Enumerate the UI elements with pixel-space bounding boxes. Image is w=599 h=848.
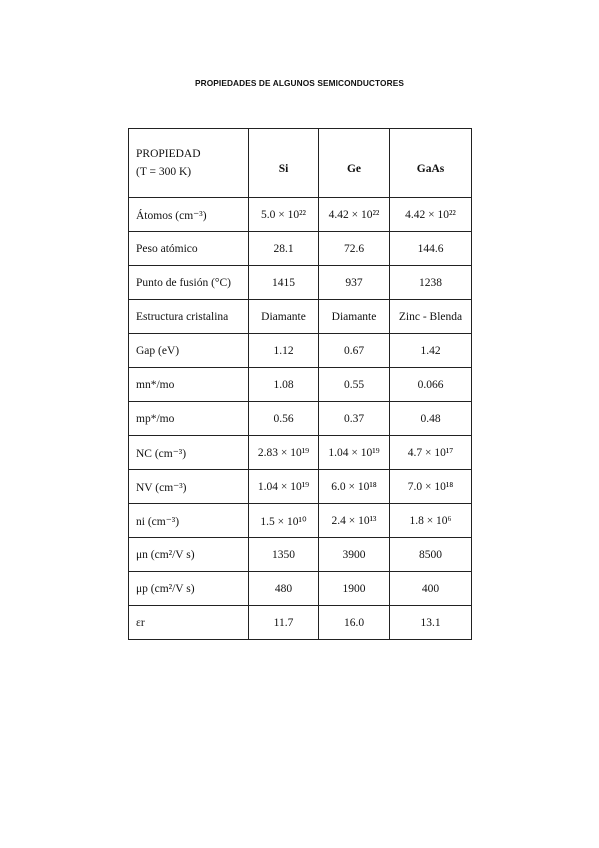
value-gaas: 1.8 × 10⁶	[390, 504, 472, 538]
value-si: 480	[249, 572, 319, 606]
value-gaas: 0.066	[390, 368, 472, 402]
property-label: Peso atómico	[129, 232, 249, 266]
table-row	[129, 606, 472, 640]
header-property-label: PROPIEDAD	[136, 148, 201, 160]
value-si: Diamante	[249, 300, 319, 334]
value-ge: 937	[319, 266, 390, 300]
property-label: Punto de fusión (°C)	[129, 266, 249, 300]
property-label: Átomos (cm⁻³)	[129, 198, 249, 232]
value-gaas: 0.48	[390, 402, 472, 436]
table-row	[129, 334, 472, 368]
value-si: 1.04 × 10¹⁹	[249, 470, 319, 504]
value-si: 5.0 × 10²²	[249, 198, 319, 232]
value-gaas: 7.0 × 10¹⁸	[390, 470, 472, 504]
value-gaas: 4.7 × 10¹⁷	[390, 436, 472, 470]
value-ge: 3900	[319, 538, 390, 572]
property-label: ni (cm⁻³)	[129, 504, 249, 538]
table-row	[129, 368, 472, 402]
value-si: 0.56	[249, 402, 319, 436]
value-ge: 0.37	[319, 402, 390, 436]
value-ge: 4.42 × 10²²	[319, 198, 390, 232]
table-row	[129, 538, 472, 572]
value-ge: 2.4 × 10¹³	[319, 504, 390, 538]
table-row	[129, 232, 472, 266]
value-si: 11.7	[249, 606, 319, 640]
property-label: mn*/mo	[129, 368, 249, 402]
semiconductor-properties-table	[128, 128, 472, 640]
column-header-gaas: GaAs	[390, 129, 472, 198]
value-ge: 0.67	[319, 334, 390, 368]
property-label: εr	[129, 606, 249, 640]
table-row	[129, 504, 472, 538]
value-ge: 16.0	[319, 606, 390, 640]
property-label: Estructura cristalina	[129, 300, 249, 334]
value-si: 1.12	[249, 334, 319, 368]
table-row	[129, 470, 472, 504]
column-header-si: Si	[249, 129, 319, 198]
value-si: 2.83 × 10¹⁹	[249, 436, 319, 470]
value-si: 1.5 × 10¹⁰	[249, 504, 319, 538]
value-gaas: 4.42 × 10²²	[390, 198, 472, 232]
value-gaas: 8500	[390, 538, 472, 572]
table-row	[129, 198, 472, 232]
value-gaas: 400	[390, 572, 472, 606]
value-ge: Diamante	[319, 300, 390, 334]
property-label: μn (cm²/V s)	[129, 538, 249, 572]
table-row	[129, 572, 472, 606]
value-si: 28.1	[249, 232, 319, 266]
property-label: Gap (eV)	[129, 334, 249, 368]
table-row	[129, 300, 472, 334]
value-gaas: 144.6	[390, 232, 472, 266]
header-temperature-label: (T = 300 K)	[136, 166, 192, 178]
property-label: NC (cm⁻³)	[129, 436, 249, 470]
value-ge: 1900	[319, 572, 390, 606]
value-ge: 0.55	[319, 368, 390, 402]
value-si: 1350	[249, 538, 319, 572]
table-row	[129, 436, 472, 470]
header-property-cell	[129, 129, 249, 198]
property-label: μp (cm²/V s)	[129, 572, 249, 606]
value-si: 1415	[249, 266, 319, 300]
value-gaas: 1.42	[390, 334, 472, 368]
value-ge: 1.04 × 10¹⁹	[319, 436, 390, 470]
document-title: PROPIEDADES DE ALGUNOS SEMICONDUCTORES	[195, 78, 404, 88]
value-gaas: 13.1	[390, 606, 472, 640]
column-header-ge: Ge	[319, 129, 390, 198]
property-label: mp*/mo	[129, 402, 249, 436]
value-ge: 72.6	[319, 232, 390, 266]
table-row	[129, 266, 472, 300]
table-header-row	[129, 129, 472, 198]
value-gaas: Zinc - Blenda	[390, 300, 472, 334]
property-label: NV (cm⁻³)	[129, 470, 249, 504]
value-ge: 6.0 × 10¹⁸	[319, 470, 390, 504]
value-si: 1.08	[249, 368, 319, 402]
value-gaas: 1238	[390, 266, 472, 300]
table-row	[129, 402, 472, 436]
